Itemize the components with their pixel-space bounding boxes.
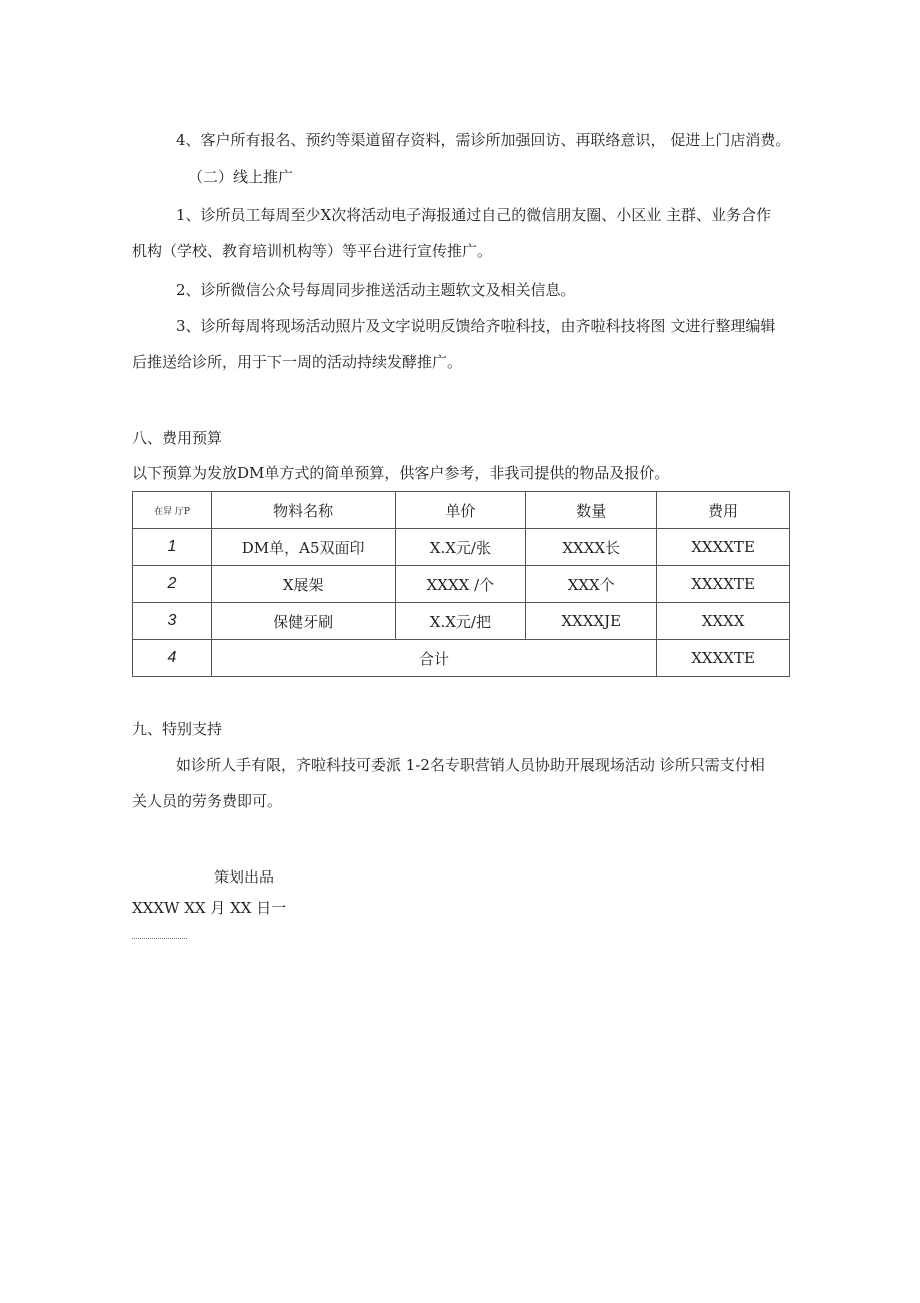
header-cost: 费用	[657, 492, 790, 529]
budget-table	[132, 491, 790, 677]
total-index: 4	[133, 640, 212, 677]
total-label: 合计	[211, 640, 656, 677]
section-heading-special-support: 九、特别支持	[132, 720, 223, 738]
row-cost: XXXXTE	[657, 529, 790, 566]
paragraph-item-3-line2: 后推送给诊所，用于下一周的活动持续发酵推广。	[132, 353, 463, 371]
row-index: 1	[133, 529, 212, 566]
table-row	[133, 529, 790, 566]
header-material-name: 物料名称	[211, 492, 395, 529]
paragraph-item-1-line1: 1、诊所员工每周至少X次将活动电子海报通过自己的微信朋友圈、小区业 主群、业务合作	[176, 206, 771, 224]
row-cost: XXXX	[657, 603, 790, 640]
total-cost: XXXXTE	[657, 640, 790, 677]
row-material-name: 保健牙刷	[211, 603, 395, 640]
special-support-line1: 如诊所人手有限，齐啦科技可委派 1-2名专职营销人员协助开展现场活动 诊所只需支付相	[176, 756, 765, 774]
table-row	[133, 603, 790, 640]
dotted-divider	[132, 938, 187, 939]
budget-intro: 以下预算为发放DM单方式的简单预算，供客户参考，非我司提供的物品及报价。	[132, 464, 670, 482]
row-material-name: DM单，A5双面印	[211, 529, 395, 566]
paragraph-item-3-line1: 3、诊所每周将现场活动照片及文字说明反馈给齐啦科技，由齐啦科技将图 文进行整理编辑	[176, 317, 776, 335]
paragraph-item-4: 4、客户所有报名、预约等渠道留存资料，需诊所加强回访、再联络意识， 促进上门店消费。	[176, 131, 791, 149]
producer-label: 策划出品	[214, 868, 275, 886]
table-total-row	[133, 640, 790, 677]
header-quantity: 数量	[526, 492, 657, 529]
row-cost: XXXXTE	[657, 566, 790, 603]
subheading-online-promotion: （二）线上推广	[188, 168, 294, 186]
table-row	[133, 566, 790, 603]
paragraph-item-1-line2: 机构（学校、教育培训机构等）等平台进行宣传推广。	[132, 242, 493, 260]
row-quantity: XXX个	[526, 566, 657, 603]
row-unit-price: XXXX /个	[395, 566, 526, 603]
row-material-name: X展架	[211, 566, 395, 603]
row-unit-price: X.X元/把	[395, 603, 526, 640]
row-quantity: XXXXJE	[526, 603, 657, 640]
table-header-row	[133, 492, 790, 529]
row-index: 3	[133, 603, 212, 640]
date-line: XXXW XX 月 XX 日一	[132, 899, 287, 917]
row-unit-price: X.X元/张	[395, 529, 526, 566]
row-index: 2	[133, 566, 212, 603]
header-unit-price: 单价	[395, 492, 526, 529]
paragraph-item-2: 2、诊所微信公众号每周同步推送活动主题软文及相关信息。	[176, 281, 576, 299]
section-heading-budget: 八、费用预算	[132, 429, 223, 447]
header-index: 在舁 厅P	[133, 492, 212, 529]
row-quantity: XXXX长	[526, 529, 657, 566]
special-support-line2: 关人员的劳务费即可。	[132, 792, 283, 810]
